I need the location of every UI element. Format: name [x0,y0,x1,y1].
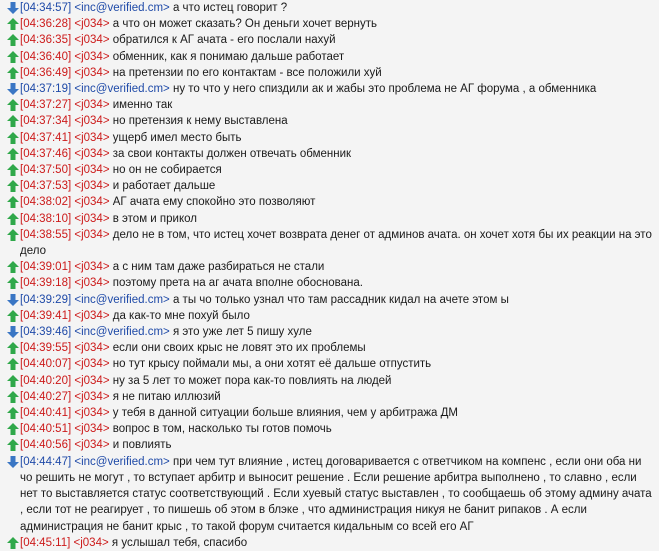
message-text: при чем тут влияние , истец договаривается с ответчиком на компенс , если они оба ни чо решить не могут , то вступает арбитр и выносит решение . Если решение арбитра выполнено , то славно , если нет то выставляется статус соответствующий . Если хуевый статус выставлен , то сообщаешь об этому админу ачата , если тот не реагирует , то пишешь об этом в блэке , что администрация никуя не банит рипаков . А если администрация не банит крыс , то такой форум считается кидальным со всей его АГ [20,455,652,533]
message-sender: <inc@verified.cm> [74,326,170,339]
message-sender: <j034> [74,164,110,177]
chat-message [6,178,653,194]
message-text: а ты чо только узнал что там рассадник кидал на ачете этом ы [172,293,509,306]
arrow-up-icon [7,439,19,451]
message-sender: <j034> [74,131,110,144]
message-text: обратился к АГ ачата - его послали нахуй [112,34,336,47]
message-text: в этом и прикол [112,212,197,225]
message-text: ну то что у него спиздили ак и жабы это проблема не АГ форума , а обменника [172,83,597,96]
message-timestamp: [04:40:56] [20,439,72,452]
message-sender: <j034> [74,180,110,193]
message-sender: <j034> [74,407,110,420]
arrow-up-icon [7,537,19,549]
arrow-up-icon [7,164,19,176]
chat-message [6,16,653,32]
arrow-up-icon [7,407,19,419]
message-timestamp: [04:39:18] [20,277,72,290]
chat-message [6,130,653,146]
message-timestamp: [04:40:51] [20,423,72,436]
message-text: но претензия к нему выставлена [112,115,288,128]
chat-message [6,65,653,81]
message-timestamp: [04:34:57] [20,2,72,14]
message-timestamp: [04:36:28] [20,18,72,31]
chat-message [6,162,653,178]
message-timestamp: [04:37:50] [20,164,72,177]
chat-message [6,389,653,405]
arrow-up-icon [7,51,19,63]
arrow-up-icon [7,423,19,435]
chat-message [6,97,653,113]
message-text: на претензии по его контактам - все положили хуй [112,66,382,79]
message-sender: <j034> [74,212,110,225]
arrow-up-icon [7,229,19,241]
arrow-up-icon [7,115,19,127]
message-text: но он не собирается [112,164,222,177]
message-text: АГ ачата ему спокойно это позволяют [112,196,316,209]
message-text: а что истец говорит ? [172,2,288,14]
chat-message [6,324,653,340]
chat-message [6,421,653,437]
message-sender: <inc@verified.cm> [74,83,170,96]
chat-message [6,32,653,48]
chat-message [6,340,653,356]
message-text: за свои контакты должен отвечать обменник [112,147,352,160]
message-sender: <inc@verified.cm> [74,293,170,306]
chat-message [6,535,653,551]
chat-message [6,227,653,259]
arrow-up-icon [7,196,19,208]
message-text: и повлиять [112,439,172,452]
message-text: но тут крысу поймали мы, а они хотят её дальше отпустить [112,358,432,371]
chat-message [6,275,653,291]
arrow-up-icon [7,148,19,160]
arrow-up-icon [7,18,19,30]
message-text: ну за 5 лет то может пора как-то повлиять на людей [112,374,392,387]
message-timestamp: [04:39:41] [20,309,72,322]
message-sender: <j034> [74,147,110,160]
message-text: поэтому прета на аг ачата вполне обоснована. [112,277,363,290]
chat-message [6,454,653,535]
arrow-up-icon [7,132,19,144]
chat-message [6,113,653,129]
message-sender: <j034> [74,115,110,128]
message-timestamp: [04:38:10] [20,212,72,225]
arrow-up-icon [7,261,19,273]
arrow-down-icon [7,83,19,95]
message-text: я это уже лет 5 пишу хуле [172,326,312,339]
message-sender: <j034> [74,374,110,387]
message-text: а с ним там даже разбираться не стали [112,261,325,274]
arrow-up-icon [7,213,19,225]
message-timestamp: [04:40:41] [20,407,72,420]
message-text: а что он может сказать? Он деньги хочет вернуть [112,18,378,31]
message-sender: <j034> [74,99,110,112]
message-timestamp: [04:39:29] [20,293,72,306]
message-timestamp: [04:36:40] [20,50,72,63]
arrow-down-icon [7,294,19,306]
chat-message [6,81,653,97]
message-text: я услышал тебя, спасибо [111,536,248,549]
message-timestamp: [04:38:02] [20,196,72,209]
message-sender: <j034> [74,358,110,371]
message-sender: <j034> [74,261,110,274]
message-sender: <j034> [74,277,110,290]
message-sender: <j034> [74,66,110,79]
arrow-up-icon [7,358,19,370]
message-sender: <inc@verified.cm> [74,2,170,14]
arrow-down-icon [7,326,19,338]
message-text: и работает дальше [112,180,216,193]
message-timestamp: [04:37:53] [20,180,72,193]
chat-message [6,0,653,16]
message-sender: <j034> [74,228,110,241]
message-sender: <j034> [74,423,110,436]
message-timestamp: [04:44:47] [20,455,72,468]
arrow-up-icon [7,277,19,289]
chat-message [6,146,653,162]
arrow-up-icon [7,180,19,192]
message-timestamp: [04:37:34] [20,115,72,128]
message-timestamp: [04:39:46] [20,326,72,339]
message-timestamp: [04:40:20] [20,374,72,387]
message-text: вопрос в том, насколько ты готов помочь [112,423,332,436]
message-sender: <j034> [74,309,110,322]
arrow-up-icon [7,391,19,403]
message-sender: <j034> [74,34,110,47]
chat-message [6,373,653,389]
chat-message [6,49,653,65]
message-sender: <j034> [74,439,110,452]
message-text: дело не в том, что истец хочет возврата денег от админов ачата. он хочет хотя бы их реакции на это дело [20,228,652,258]
arrow-up-icon [7,34,19,46]
message-text: у тебя в данной ситуации больше влияния, чем у арбитража ДМ [112,407,458,420]
message-text: именно так [112,99,173,112]
message-timestamp: [04:40:07] [20,358,72,371]
chat-message [6,211,653,227]
chat-message [6,259,653,275]
chat-message [6,308,653,324]
message-sender: <j034> [73,536,109,549]
message-sender: <j034> [74,196,110,209]
message-text: да как-то мне похуй было [112,309,250,322]
message-timestamp: [04:37:27] [20,99,72,112]
arrow-up-icon [7,342,19,354]
message-timestamp: [04:45:11] [20,536,71,549]
message-timestamp: [04:39:01] [20,261,72,274]
message-sender: <j034> [74,390,110,403]
arrow-up-icon [7,310,19,322]
message-timestamp: [04:37:19] [20,83,72,96]
message-sender: <j034> [74,342,110,355]
message-timestamp: [04:36:35] [20,34,72,47]
chat-message [6,437,653,453]
message-sender: <j034> [74,18,110,31]
chat-message [6,356,653,372]
message-timestamp: [04:37:46] [20,147,72,160]
arrow-up-icon [7,67,19,79]
message-timestamp: [04:40:27] [20,390,72,403]
message-timestamp: [04:38:55] [20,228,72,241]
message-text: ущерб имел место быть [112,131,242,144]
arrow-down-icon [7,456,19,468]
chat-message [6,405,653,421]
message-timestamp: [04:37:41] [20,131,72,144]
arrow-up-icon [7,99,19,111]
message-timestamp: [04:39:55] [20,342,72,355]
message-text: я не питаю иллюзий [112,390,221,403]
arrow-up-icon [7,375,19,387]
chat-message [6,194,653,210]
message-text: если они своих крыс не ловят это их проблемы [112,342,366,355]
message-sender: <inc@verified.cm> [74,455,170,468]
chat-message [6,292,653,308]
message-timestamp: [04:36:49] [20,66,72,79]
message-sender: <j034> [74,50,110,63]
arrow-down-icon [7,2,19,14]
message-text: обменник, как я понимаю дальше работает [112,50,345,63]
